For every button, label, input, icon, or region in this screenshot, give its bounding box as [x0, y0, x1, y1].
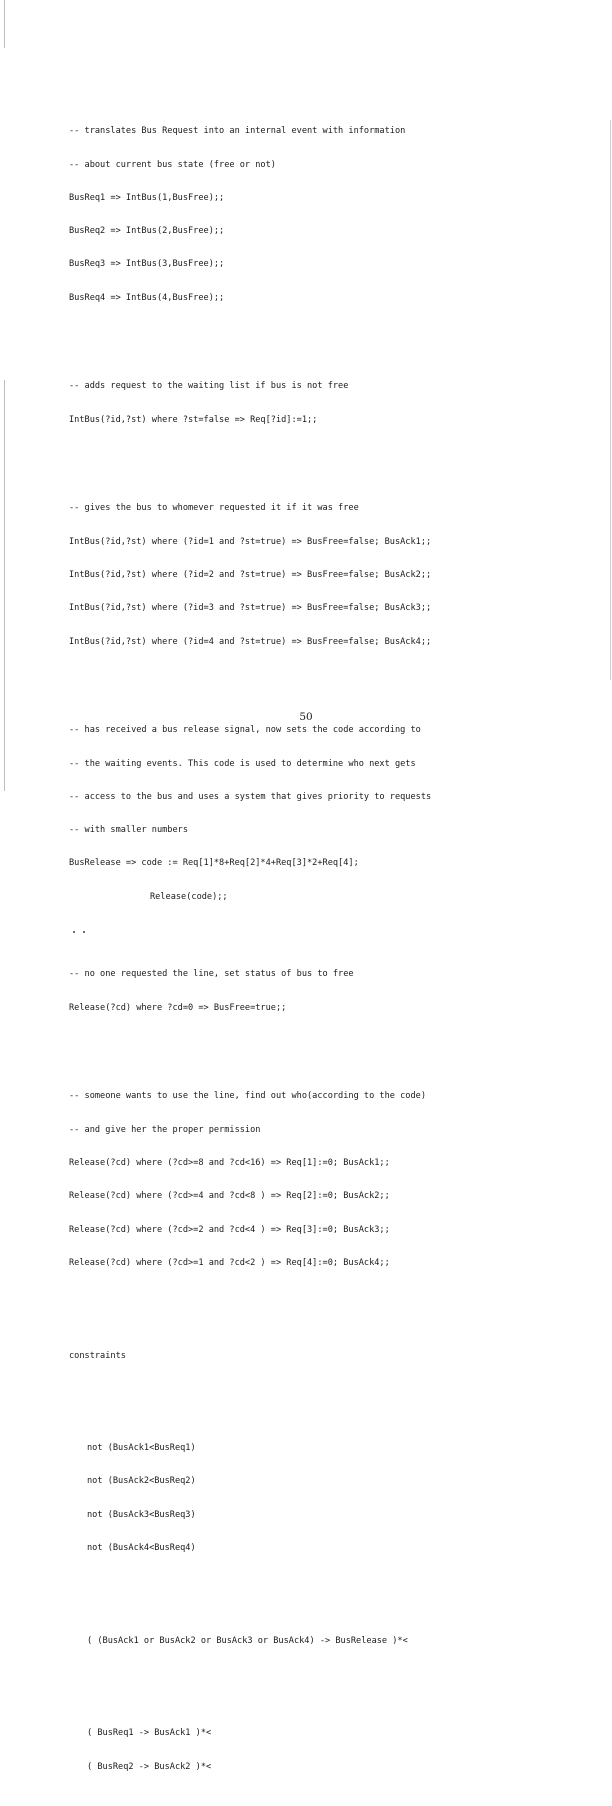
code-rule: BusReq3 => IntBus(3,BusFree);; — [69, 259, 225, 270]
code-comment: -- has received a bus release signal, now sets the code according to — [69, 725, 421, 736]
code-rule: IntBus(?id,?st) where (?id=3 and ?st=true) => BusFree=false; BusAck3;; — [69, 603, 432, 614]
constraints-heading: constraints — [69, 1350, 126, 1361]
code-comment: -- translates Bus Request into an internal event with information — [69, 126, 406, 137]
code-listing — [69, 93, 599, 1806]
constraint-line: not (BusAck2<BusReq2) — [87, 1476, 196, 1487]
code-rule: BusReq2 => IntBus(2,BusFree);; — [69, 226, 225, 237]
code-comment: -- adds request to the waiting list if bus is not free — [69, 381, 349, 392]
code-rule: IntBus(?id,?st) where (?id=2 and ?st=true) => BusFree=false; BusAck2;; — [69, 570, 432, 581]
page-number: 50 — [299, 711, 313, 723]
code-rule: IntBus(?id,?st) where ?st=false => Req[?id]:=1;; — [69, 414, 318, 425]
constraint-line: ( BusReq1 -> BusAck1 )*< — [87, 1728, 212, 1739]
code-rule: Release(?cd) where (?cd>=8 and ?cd<16) => Req[1]:=0; BusAck1;; — [69, 1158, 390, 1168]
constraint-line: ( (BusAck1 or BusAck2 or BusAck3 or BusAck4) -> BusRelease )*< — [87, 1635, 408, 1646]
code-rule: BusReq4 => IntBus(4,BusFree);; — [69, 292, 225, 303]
code-rule: BusReq1 => IntBus(1,BusFree);; — [69, 192, 225, 203]
code-rule: BusRelease => code := Req[1]*8+Req[2]*4+Req[3]*2+Req[4]; — [69, 858, 359, 869]
binding-shadow-top — [4, 0, 5, 48]
code-rule-continuation: Release(code);; — [150, 891, 228, 902]
constraint-line: not (BusAck1<BusReq1) — [87, 1443, 196, 1454]
code-comment: -- about current bus state (free or not) — [69, 159, 276, 170]
page-edge-shadow — [610, 120, 611, 680]
code-comment: -- gives the bus to whomever requested it if it was free — [69, 503, 359, 514]
scan-speck — [69, 925, 599, 936]
code-comment: -- someone wants to use the line, find out who(according to the code) — [69, 1091, 426, 1102]
code-rule: Release(?cd) where (?cd>=4 and ?cd<8 ) => Req[2]:=0; BusAck2;; — [69, 1191, 390, 1202]
binding-shadow-bottom — [4, 380, 5, 791]
code-comment: -- with smaller numbers — [69, 825, 188, 836]
code-rule: Release(?cd) where ?cd=0 => BusFree=true;; — [69, 1002, 287, 1013]
code-comment: -- no one requested the line, set status of bus to free — [69, 969, 354, 980]
code-rule: IntBus(?id,?st) where (?id=1 and ?st=true) => BusFree=false; BusAck1;; — [69, 536, 432, 547]
code-comment: -- the waiting events. This code is used to determine who next gets — [69, 758, 416, 769]
code-rule: Release(?cd) where (?cd>=1 and ?cd<2 ) => Req[4]:=0; BusAck4;; — [69, 1257, 390, 1268]
code-rule: Release(?cd) where (?cd>=2 and ?cd<4 ) => Req[3]:=0; BusAck3;; — [69, 1224, 390, 1235]
code-rule: IntBus(?id,?st) where (?id=4 and ?st=true) => BusFree=false; BusAck4;; — [69, 636, 432, 647]
constraint-line: not (BusAck3<BusReq3) — [87, 1509, 196, 1520]
constraint-line: ( BusReq2 -> BusAck2 )*< — [87, 1761, 212, 1772]
constraint-line: not (BusAck4<BusReq4) — [87, 1543, 196, 1553]
code-comment: -- access to the bus and uses a system that gives priority to requests — [69, 791, 432, 802]
code-comment: -- and give her the proper permission — [69, 1124, 261, 1135]
